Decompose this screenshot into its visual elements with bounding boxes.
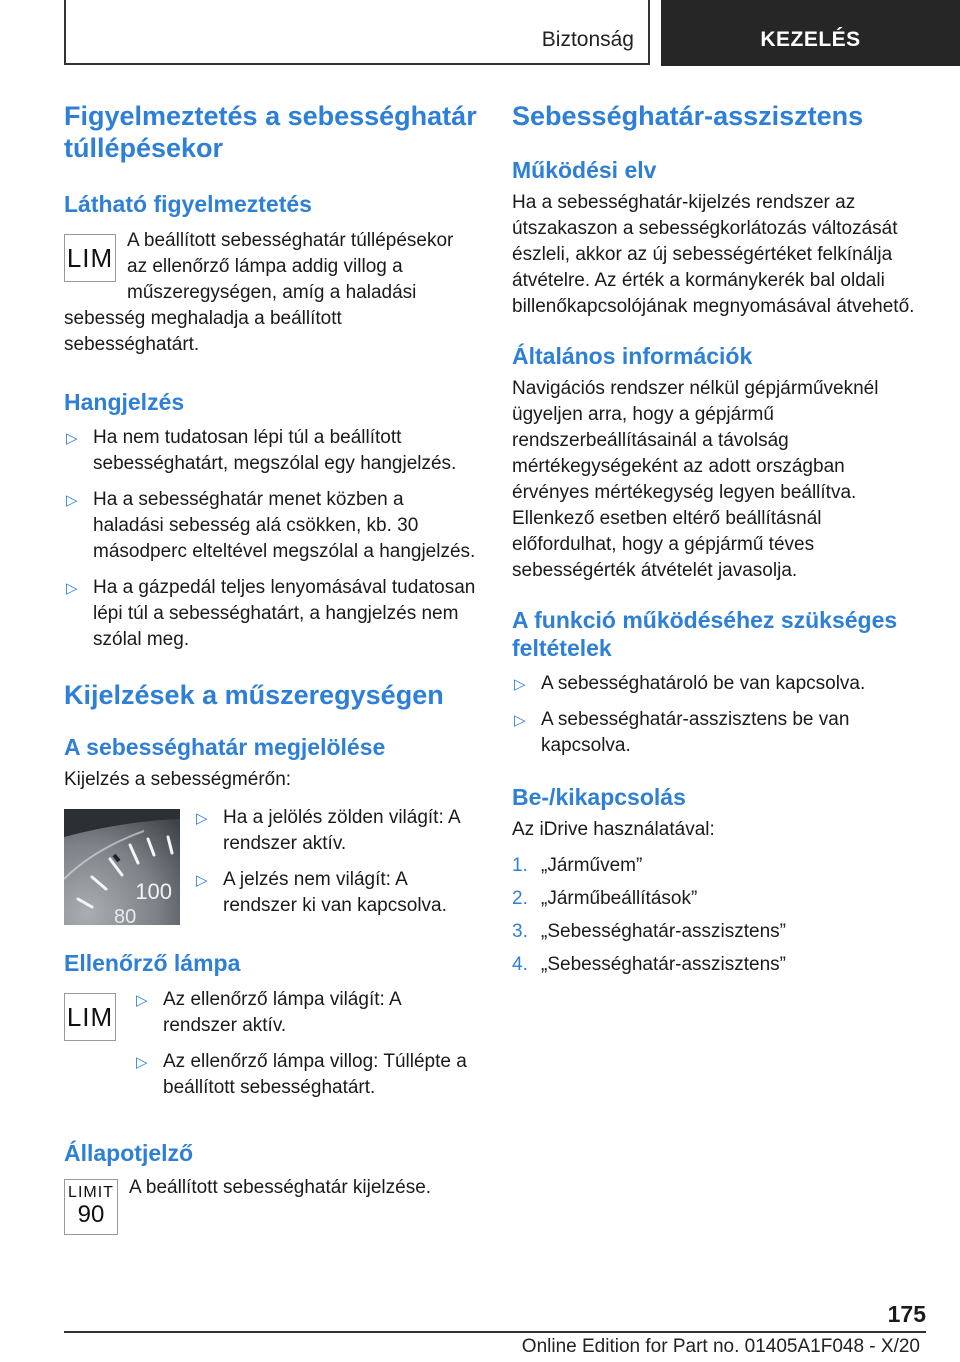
list-item: ▷ Az ellenőrző lámpa villog: Túllépte a beállított sebességhatárt. — [136, 1051, 467, 1098]
status-block — [64, 1175, 478, 1235]
lim-indicator-icon: LIM — [64, 234, 116, 282]
left-column — [64, 100, 478, 1235]
assistant-title: Sebességhatár-asszisztens — [512, 101, 864, 131]
principle-heading: Működési elv — [512, 157, 657, 183]
list-item: ▷ Ha nem tudatosan lépi túl a beállított sebességhatárt, megszólal egy hangjelzés. — [66, 427, 457, 474]
sound-list — [64, 425, 478, 653]
list-item: ▷ Ha a gázpedál teljes lenyomásával tudatosan lépi túl a sebességhatárt, a hangjelzés nem szólal meg. — [66, 577, 476, 650]
requirements-list — [512, 671, 926, 759]
visible-warning-block — [64, 228, 478, 358]
triangle-bullet-icon: ▷ — [136, 1054, 148, 1071]
sound-heading: Hangjelzés — [64, 389, 185, 415]
triangle-bullet-icon: ▷ — [66, 430, 78, 447]
requirements-heading: A funkció működéséhez szükséges feltételek — [512, 607, 898, 661]
header-rule-bottom — [64, 63, 650, 65]
speedo-label-80: 80 — [114, 906, 137, 925]
limit-90-icon — [64, 1179, 118, 1235]
list-item: ▷ A jelzés nem világít: A rendszer ki van kapcsolva. — [196, 869, 447, 916]
triangle-bullet-icon: ▷ — [514, 712, 526, 729]
marking-list — [194, 805, 478, 919]
general-text: Navigációs rendszer nélkül gépjárműveknél ügyeljen arra, hogy a gépjármű rendszerbeállításainál a távolság mértékegységeként az adott országban érvényes mértékegység legyen beállítva. Ellenkező esetben eltérő beállításnál előfordulhat, hogy a gépjármű téves sebességérték átvételét javasolja. — [512, 378, 879, 581]
cluster-title: Kijelzések a műszeregységen — [64, 680, 444, 710]
onoff-heading: Be-/kikapcsolás — [512, 784, 686, 810]
speedo-label-100: 100 — [135, 879, 172, 904]
page-number: 175 — [887, 1301, 926, 1327]
header-chapter-tab: KEZELÉS — [661, 0, 960, 66]
list-item: ▷ Ha a sebességhatár menet közben a haladási sebesség alá csökken, kb. 30 másodperc elteltével megszólal a hangjelzés. — [66, 489, 476, 562]
visible-warning-text: A beállított sebességhatár túllépésekor az ellenőrző lámpa addig villog a műszeregységen, amíg a haladási sebesség meghaladja a beállított sebességhatárt. — [64, 230, 454, 355]
footer-rule — [64, 1331, 926, 1333]
lamp-heading: Ellenőrző lámpa — [64, 950, 241, 976]
header-rule-mid — [648, 0, 650, 64]
triangle-bullet-icon: ▷ — [196, 872, 208, 889]
status-heading: Állapotjelző — [64, 1140, 194, 1166]
list-item: ▷ Az ellenőrző lámpa világít: A rendszer aktív. — [136, 989, 401, 1036]
list-item: ▷ A sebességhatár-asszisztens be van kapcsolva. — [514, 709, 850, 756]
step-item: 1. „Járművem” — [512, 855, 643, 876]
speedometer-image — [64, 809, 180, 925]
step-item: 4. „Sebességhatár-asszisztens” — [512, 954, 786, 975]
lamp-block — [64, 987, 478, 1111]
onoff-steps — [512, 853, 926, 978]
header-section-title: Biztonság — [541, 28, 634, 51]
triangle-bullet-icon: ▷ — [66, 492, 78, 509]
marking-heading: A sebességhatár megjelölése — [64, 734, 386, 760]
limit-icon-value: 90 — [77, 1201, 105, 1228]
triangle-bullet-icon: ▷ — [136, 992, 148, 1009]
marking-block — [64, 805, 478, 929]
speed-warning-title: Figyelmeztetés a sebességhatár túllépésekor — [64, 101, 477, 163]
onoff-intro: Az iDrive használatával: — [512, 819, 715, 840]
general-heading: Általános információk — [512, 343, 753, 369]
header-rule-left — [64, 0, 66, 64]
visible-warning-heading: Látható figyelmeztetés — [64, 191, 312, 217]
principle-text: Ha a sebességhatár-kijelzés rendszer az útszakaszon a sebességkorlátozás változását észleli, akkor az új sebességértéket felkínálja átvételre. Az érték a kormánykerék bal oldali billenőkapcsolójának megnyomásával átvehető. — [512, 192, 915, 317]
step-item: 3. „Sebességhatár-asszisztens” — [512, 921, 786, 942]
limit-icon-label: LIMIT — [68, 1184, 114, 1201]
marking-intro: Kijelzés a sebességmérőn: — [64, 769, 292, 790]
right-column — [512, 100, 926, 985]
lim-indicator-icon: LIM — [64, 993, 116, 1041]
list-item: ▷ A sebességhatároló be van kapcsolva. — [512, 671, 926, 697]
status-text: A beállított sebességhatár kijelzése. — [129, 1177, 432, 1198]
triangle-bullet-icon: ▷ — [514, 676, 526, 693]
step-item: 2. „Járműbeállítások” — [512, 888, 698, 909]
list-item: ▷ Ha a jelölés zölden világít: A rendszer aktív. — [196, 807, 460, 854]
triangle-bullet-icon: ▷ — [196, 810, 208, 827]
triangle-bullet-icon: ▷ — [66, 580, 78, 597]
lamp-list — [134, 987, 478, 1101]
edition-note: Online Edition for Part no. 01405A1F048 - X/20 — [521, 1336, 920, 1357]
